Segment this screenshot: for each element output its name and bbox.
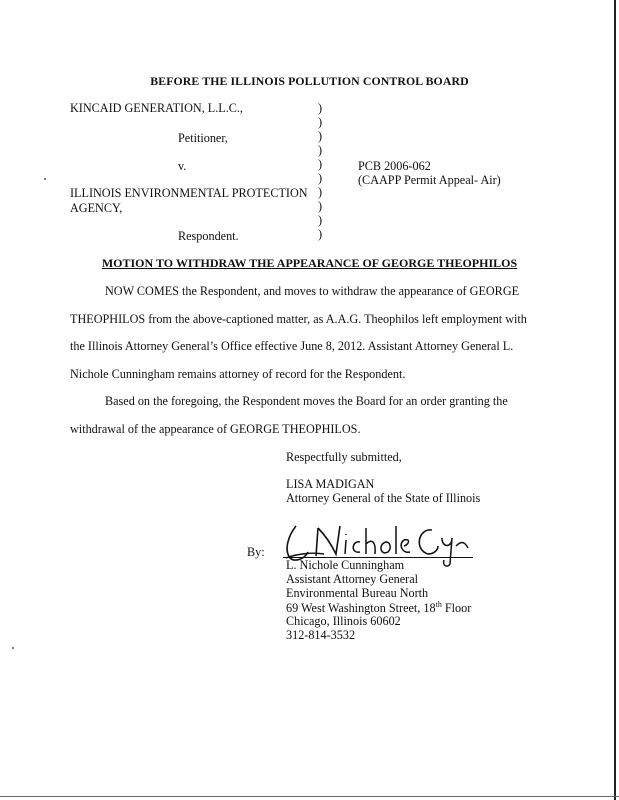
signer-title: Assistant Attorney General: [286, 572, 419, 586]
respondent-name-line2: AGENCY,: [70, 201, 123, 215]
signer-name: L. Nichole Cunningham: [286, 558, 405, 572]
street-address: 69 West Washington Street, 18th Floor: [286, 600, 472, 616]
page-edge-right: [614, 0, 616, 800]
petitioner-role: Petitioner,: [178, 131, 228, 145]
body-paragraph-1-line-1: NOW COMES the Respondent, and moves to withdraw the appearance of GEORGE: [105, 284, 520, 298]
case-number: PCB 2006-062: [358, 159, 431, 173]
caption-paren: ): [318, 171, 323, 185]
scan-speck: [44, 178, 46, 180]
caption-paren: ): [318, 213, 323, 227]
body-paragraph-2-line-2: withdrawal of the appearance of GEORGE THEOPHILOS.: [70, 422, 361, 436]
attorney-general-name: LISA MADIGAN: [286, 477, 375, 491]
closing-respectfully: Respectfully submitted,: [286, 450, 402, 464]
caption-paren: ): [318, 199, 323, 213]
body-paragraph-1-line-3: the Illinois Attorney General’s Office effective June 8, 2012. Assistant Attorney General L.: [70, 339, 514, 353]
page-edge-bottom: [0, 796, 619, 797]
body-paragraph-2-line-1: Based on the foregoing, the Respondent moves the Board for an order granting the: [105, 394, 508, 408]
body-paragraph-1-line-4: Nichole Cunningham remains attorney of record for the Respondent.: [70, 367, 406, 381]
scan-speck: [12, 647, 14, 649]
respondent-name-line1: ILLINOIS ENVIRONMENTAL PROTECTION: [70, 186, 308, 200]
petitioner-name: KINCAID GENERATION, L.L.C.,: [70, 101, 243, 115]
city-address: Chicago, Illinois 60602: [286, 614, 401, 628]
caption-paren: ): [318, 129, 323, 143]
caption-paren: ): [318, 157, 323, 171]
caption-paren: ): [318, 143, 323, 157]
caption-paren: ): [318, 101, 323, 115]
respondent-role: Respondent.: [178, 229, 239, 243]
board-heading: BEFORE THE ILLINOIS POLLUTION CONTROL BOARD: [150, 74, 469, 88]
caption-paren: ): [318, 227, 323, 241]
body-paragraph-1-line-2: THEOPHILOS from the above-captioned matter, as A.A.G. Theophilos left employment with: [70, 312, 527, 326]
bureau-name: Environmental Bureau North: [286, 586, 429, 600]
case-type: (CAAPP Permit Appeal- Air): [358, 173, 501, 187]
phone-number: 312-814-3532: [286, 628, 356, 642]
versus-label: v.: [178, 159, 187, 173]
by-label: By:: [247, 545, 265, 559]
caption-paren: ): [318, 185, 323, 199]
attorney-general-title: Attorney General of the State of Illinois: [286, 491, 481, 505]
motion-title: MOTION TO WITHDRAW THE APPEARANCE OF GEORGE THEOPHILOS: [101, 256, 518, 270]
caption-paren: ): [318, 115, 323, 129]
